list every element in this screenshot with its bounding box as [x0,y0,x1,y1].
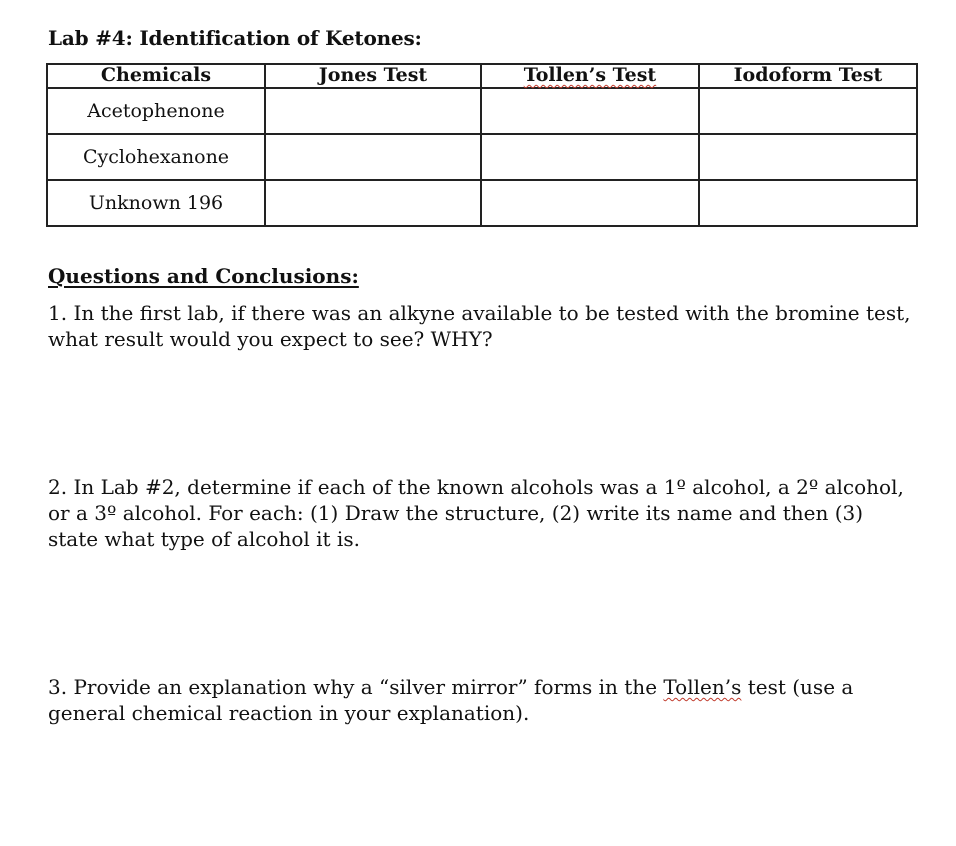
cell-iodoform[interactable] [699,134,917,180]
table-row [47,180,917,226]
question-3-tollens-term: Tollen’s [663,675,742,699]
results-table [46,63,918,227]
header-iodoform-label: Iodoform Test [733,64,883,86]
question-3-text-end: test (use a general chemical reaction in your explanation). [48,675,854,725]
cell-iodoform[interactable] [699,180,917,226]
table-row [47,134,917,180]
question-2: 2. In Lab #2, determine if each of the known alcohols was a 1º alcohol, a 2º alcohol, or a 3º alcohol. For each: (1) Draw the structure, (2) write its name and then (3) state what type of alcohol it is. [48,475,904,551]
question-3 [48,674,918,726]
header-chemicals [47,64,265,88]
cell-jones[interactable] [265,180,481,226]
header-tollens-label: Tollen’s Test [523,64,657,86]
table-row [47,88,917,134]
header-tollens-test [481,64,699,88]
questions-heading: Questions and Conclusions: [48,264,359,288]
header-chemicals-label: Chemicals [100,64,212,86]
cell-iodoform[interactable] [699,88,917,134]
cell-tollen[interactable] [481,180,699,226]
table-header-row [47,64,917,88]
cell-chemical: Unknown 196 [47,180,265,226]
header-iodoform-test [699,64,917,88]
header-jones-label: Jones Test [318,64,428,86]
header-jones-test [265,64,481,88]
cell-chemical: Acetophenone [47,88,265,134]
question-1: 1. In the first lab, if there was an alkyne available to be tested with the bromine test, what result would you expect to see? WHY? [48,301,911,351]
cell-tollen[interactable] [481,134,699,180]
cell-chemical: Cyclohexanone [47,134,265,180]
cell-jones[interactable] [265,134,481,180]
question-3-text-start: 3. Provide an explanation why a “silver mirror” forms in the [48,675,664,699]
cell-tollen[interactable] [481,88,699,134]
page-title: Lab #4: Identification of Ketones: [48,26,422,50]
cell-jones[interactable] [265,88,481,134]
